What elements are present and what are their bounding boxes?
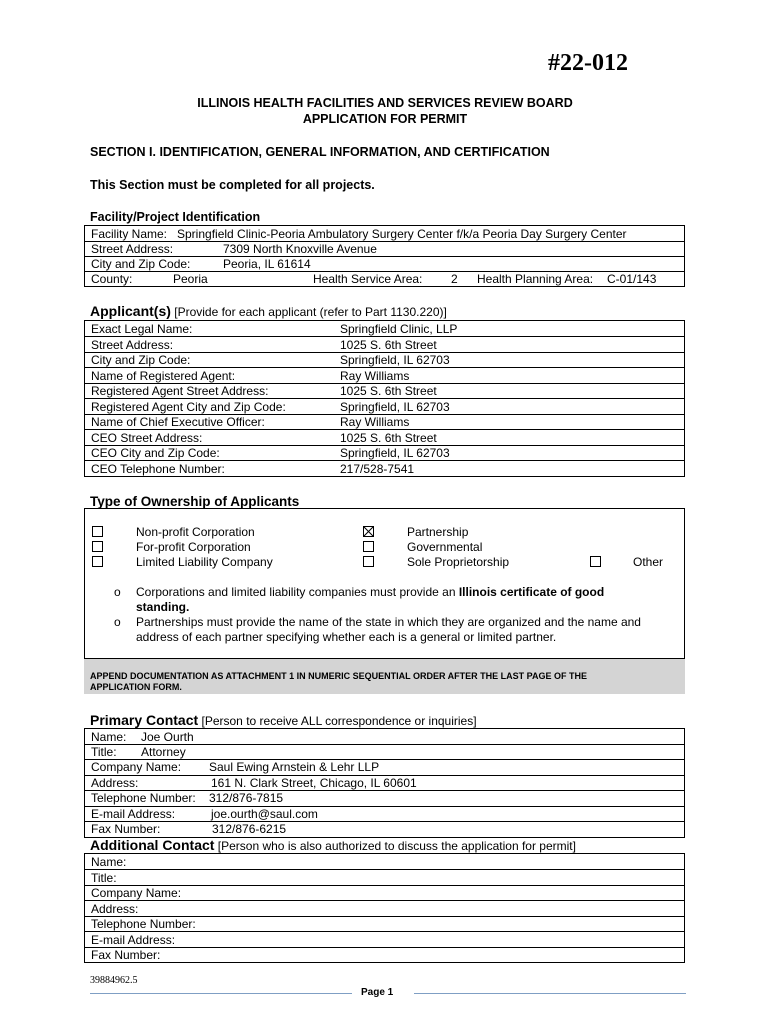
partnership-checkbox-checked[interactable]: [363, 526, 374, 537]
facility-street-value: 7309 North Knoxville Avenue: [223, 242, 377, 256]
section-title: SECTION I. IDENTIFICATION, GENERAL INFORMATION, AND CERTIFICATION: [90, 145, 550, 159]
applicant-row-value: Ray Williams: [340, 415, 410, 429]
nonprofit-checkbox[interactable]: [92, 526, 103, 537]
bullet-marker-1: o: [114, 585, 121, 599]
primary-contact-subtitle: [Person to receive ALL correspondence or inquiries]: [201, 714, 477, 728]
other-checkbox[interactable]: [590, 556, 601, 567]
sole-proprietorship-label: Sole Proprietorship: [407, 555, 510, 569]
applicant-row-label: Exact Legal Name:: [91, 322, 193, 336]
llc-checkbox[interactable]: [92, 556, 103, 567]
append-line1: APPEND DOCUMENTATION AS ATTACHMENT 1 IN NUMERIC SEQUENTIAL ORDER AFTER THE LAST PAGE OF THE: [90, 671, 588, 681]
pc-title-value: Attorney: [141, 745, 186, 759]
applicant-row-value: Ray Williams: [340, 368, 410, 383]
applicant-row-value: 1025 S. 6th Street: [340, 337, 437, 352]
pc-email-value: joe.ourth@saul.com: [211, 807, 318, 821]
applicant-row-value: Springfield Clinic, LLP: [340, 322, 458, 336]
pc-email-label: E-mail Address:: [91, 807, 176, 821]
sole-proprietorship-checkbox[interactable]: [363, 556, 374, 567]
applicant-row-value: 1025 S. 6th Street: [340, 430, 437, 445]
bullet1-bold: Illinois certificate of good: [458, 585, 605, 599]
nonprofit-label: Non-profit Corporation: [136, 525, 255, 539]
health-planning-area-label: Health Planning Area:: [477, 272, 594, 286]
bullet-partnerships-line1: Partnerships must provide the name of the state in which they are organized and the name and: [136, 615, 641, 629]
append-documentation-note: [84, 658, 685, 694]
append-line2: APPLICATION FORM.: [90, 682, 182, 692]
facility-county-value: Peoria: [173, 272, 208, 286]
ownership-title: Type of Ownership of Applicants: [90, 494, 300, 509]
bullet-corporations: [136, 585, 604, 600]
health-service-area-value: 2: [451, 272, 458, 286]
pc-phone-label: Telephone Number:: [91, 791, 196, 805]
facility-table: [84, 225, 685, 287]
pc-address-value: 161 N. Clark Street, Chicago, IL 60601: [211, 776, 417, 790]
additional-contact-table: [84, 853, 685, 963]
governmental-label: Governmental: [407, 540, 483, 554]
applicant-row-label: CEO City and Zip Code:: [91, 446, 220, 460]
applicant-row-label: CEO Telephone Number:: [91, 461, 225, 476]
facility-city-label: City and Zip Code:: [91, 257, 191, 271]
applicant-row-label: Registered Agent Street Address:: [91, 384, 269, 398]
applicant-row-label: Name of Chief Executive Officer:: [91, 415, 265, 429]
facility-county-label: County:: [91, 272, 133, 286]
pc-title-label: Title:: [91, 745, 117, 759]
applicant-row-label: Name of Registered Agent:: [91, 368, 236, 383]
additional-contact-field-label: E-mail Address:: [91, 932, 176, 947]
applicant-row-value: Springfield, IL 62703: [340, 446, 450, 460]
other-label: Other: [633, 555, 664, 569]
bullet1-text: Corporations and limited liability companies must provide an: [136, 585, 459, 599]
facility-city-value: Peoria, IL 61614: [223, 257, 311, 271]
additional-contact-subtitle: [Person who is also authorized to discuss the application for permit]: [217, 839, 576, 853]
governmental-checkbox[interactable]: [363, 541, 374, 552]
applicant-table: [84, 320, 685, 477]
facility-name-value: Springfield Clinic-Peoria Ambulatory Surgery Center f/k/a Peoria Day Surgery Center: [177, 227, 627, 241]
primary-contact-title: Primary Contact: [90, 712, 199, 728]
applicant-title: Applicant(s): [90, 303, 171, 319]
applicant-row-value: Springfield, IL 62703: [340, 399, 450, 414]
pc-fax-label: Fax Number:: [91, 822, 161, 836]
additional-contact-field-label: Telephone Number:: [91, 917, 196, 931]
pc-company-value: Saul Ewing Arnstein & Lehr LLP: [209, 760, 380, 774]
health-planning-area-value: C-01/143: [607, 272, 657, 286]
facility-name-label: Facility Name:: [91, 227, 168, 241]
bullet-marker-2: o: [114, 615, 121, 629]
additional-contact-title: Additional Contact: [90, 837, 215, 853]
additional-contact-field-label: Company Name:: [91, 886, 182, 900]
applicant-row-label: City and Zip Code:: [91, 353, 191, 367]
applicant-row-value: Springfield, IL 62703: [340, 353, 450, 367]
additional-contact-heading: [90, 837, 576, 853]
applicant-heading: [90, 303, 447, 319]
page-number: Page 1: [361, 987, 394, 998]
health-service-area-label: Health Service Area:: [313, 272, 423, 286]
facility-section-title: Facility/Project Identification: [90, 210, 261, 224]
primary-contact-heading: [90, 712, 477, 728]
form-title: APPLICATION FOR PERMIT: [302, 112, 468, 126]
pc-fax-value: 312/876-6215: [212, 822, 287, 836]
section-note: This Section must be completed for all projects.: [90, 178, 375, 192]
pc-phone-value: 312/876-7815: [209, 791, 284, 805]
llc-label: Limited Liability Company: [136, 555, 273, 569]
forprofit-checkbox[interactable]: [92, 541, 103, 552]
pc-address-label: Address:: [91, 776, 139, 790]
primary-contact-table: [84, 728, 685, 838]
bullet-partnerships-line2: address of each partner specifying whether each is a general or limited partner.: [136, 630, 557, 644]
footer-line-left: [90, 993, 352, 994]
document-number: #22-012: [548, 50, 628, 76]
additional-contact-field-label: Fax Number:: [91, 948, 161, 962]
additional-contact-field-label: Title:: [91, 870, 117, 885]
additional-contact-field-label: Address:: [91, 901, 139, 916]
applicant-row-label: Registered Agent City and Zip Code:: [91, 399, 286, 414]
footer-line-right: [414, 993, 686, 994]
applicant-row-value: 1025 S. 6th Street: [340, 384, 437, 398]
document-code: 39884962.5: [90, 975, 138, 986]
applicant-row-label: CEO Street Address:: [91, 430, 203, 445]
applicant-row-label: Street Address:: [91, 337, 174, 352]
pc-company-label: Company Name:: [91, 760, 182, 774]
additional-contact-field-label: Name:: [91, 855, 127, 869]
applicant-subtitle: [Provide for each applicant (refer to Part 1130.220)]: [174, 305, 447, 319]
bullet1-bold-continued: standing.: [136, 600, 190, 614]
board-title: ILLINOIS HEALTH FACILITIES AND SERVICES REVIEW BOARD: [197, 96, 573, 110]
pc-name-label: Name:: [91, 730, 127, 744]
facility-street-label: Street Address:: [91, 242, 174, 256]
forprofit-label: For-profit Corporation: [136, 540, 251, 554]
partnership-label: Partnership: [407, 525, 469, 539]
pc-name-value: Joe Ourth: [141, 730, 194, 744]
applicant-row-value: 217/528-7541: [340, 461, 415, 476]
